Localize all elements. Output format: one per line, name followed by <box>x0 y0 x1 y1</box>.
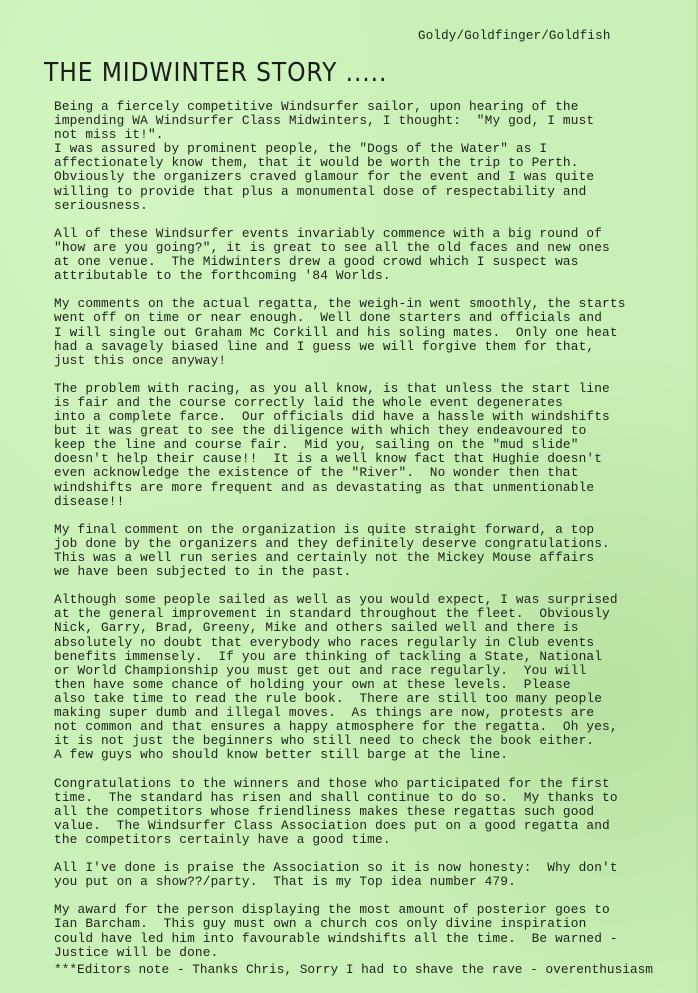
text-line: could have led him into favourable windshifts all the time. Be warned - <box>54 930 618 946</box>
text-line: absolutely no doubt that everybody who races regularly in Club events <box>54 634 595 650</box>
article-paragraph <box>54 382 674 509</box>
text-line: making super dumb and illegal moves. As things are now, protests are <box>54 705 595 721</box>
text-line: affectionately know them, that it would be worth the trip to Perth. <box>54 155 579 171</box>
text-line: doesn't help their cause!! It is a well know fact that Hughie doesn't <box>54 451 603 467</box>
text-line: into a complete farce. Our officials did have a hassle with windshifts <box>54 409 610 425</box>
text-line: My final comment on the organization is quite straight forward, a top <box>54 521 595 537</box>
text-line: This was a well run series and certainly not the Mickey Mouse affairs <box>54 550 595 565</box>
text-line: benefits immensely. If you are thinking of tackling a State, National <box>54 648 603 664</box>
article-paragraph <box>54 903 674 959</box>
text-line: All I've done is praise the Association so it is now honesty: Why don't <box>54 860 618 876</box>
article-paragraph <box>54 593 674 762</box>
article-paragraph <box>54 861 674 889</box>
text-line: value. The Windsurfer Class Association does put on a good regatta and <box>54 817 610 833</box>
text-line: windshifts are more frequent and as devastating as that unmentionable <box>54 479 595 495</box>
text-line: all the competitors whose friendliness makes these regattas such good <box>54 803 595 819</box>
article-paragraph <box>54 297 674 367</box>
text-line: Justice will be done. <box>54 944 219 960</box>
text-line: we have been subjected to in the past. <box>54 564 352 580</box>
text-line: willing to provide that plus a monumental dose of respectability and <box>54 183 587 199</box>
text-line: then have some chance of holding your own at these levels. Please <box>54 676 571 692</box>
text-line: Congratulations to the winners and those who participated for the first <box>54 775 610 791</box>
text-line: attributable to the forthcoming '84 Worlds. <box>54 268 391 284</box>
author-line: Goldy/Goldfinger/Goldfish <box>418 29 611 43</box>
text-line: even acknowledge the existence of the "River". No wonder then that <box>54 465 579 481</box>
editors-note: ***Editors note - Thanks Chris, Sorry I had to shave the rave - overenthusiasm <box>54 963 653 977</box>
text-line: Obviously the organizers craved glamour for the event and I was quite <box>54 169 595 185</box>
article-body <box>54 100 674 960</box>
text-line: at one venue. The Midwinters drew a good crowd which I suspect was <box>54 254 579 270</box>
text-line: I was assured by prominent people, the "Dogs of the Water" as I <box>54 141 548 157</box>
text-line: My comments on the actual regatta, the weigh-in went smoothly, the starts <box>54 296 626 312</box>
text-line: job done by the organizers and they definitely deserve congratulations. <box>54 535 610 551</box>
text-line: Although some people sailed as well as you would expect, I was surprised <box>54 592 618 608</box>
text-line: the competitors certainly have a good time. <box>54 831 391 847</box>
text-line: The problem with racing, as you all know, is that unless the start line <box>54 380 610 396</box>
text-line: is fair and the course correctly laid the whole event degenerates <box>54 394 563 410</box>
text-line: time. The standard has risen and shall continue to do so. My thanks to <box>54 789 618 805</box>
text-line: A few guys who should know better still barge at the line. <box>54 747 509 763</box>
text-line: just this once anyway! <box>54 352 227 368</box>
text-line: Being a fiercely competitive Windsurfer sailor, upon hearing of the <box>54 99 579 114</box>
text-line: All of these Windsurfer events invariably commence with a big round of <box>54 225 603 241</box>
text-line: seriousness. <box>54 197 148 213</box>
text-line: at the general improvement in standard throughout the fleet. Obviously <box>54 606 610 622</box>
text-line: keep the line and course fair. Mid you, sailing on the "mud slide" <box>54 437 579 453</box>
text-line: it is not just the beginners who still need to check the book either. <box>54 733 595 749</box>
article-paragraph <box>54 777 674 847</box>
text-line: not miss it!". <box>54 127 164 143</box>
text-line: had a savagely biased line and I guess we will forgive them for that, <box>54 338 595 354</box>
text-line: Ian Barcham. This guy must own a church cos only divine inspiration <box>54 916 587 932</box>
text-line: but it was great to see the diligence with which they endeavoured to <box>54 423 587 439</box>
text-line: went off on time or near enough. Well done starters and officials and <box>54 310 603 326</box>
article-paragraph <box>54 227 674 283</box>
text-line: also take time to read the rule book. There are still too many people <box>54 690 603 706</box>
text-line: or World Championship you must get out and race regularly. You will <box>54 662 587 678</box>
text-line: disease!! <box>54 493 125 509</box>
article-title: THE MIDWINTER STORY ..... <box>44 58 388 88</box>
article-paragraph <box>54 100 674 213</box>
text-line: Nick, Garry, Brad, Greeny, Mike and others sailed well and there is <box>54 620 579 636</box>
text-line: you put on a show??/party. That is my Top idea number 479. <box>54 874 516 890</box>
text-line: impending WA Windsurfer Class Midwinters, I thought: "My god, I must <box>54 113 595 129</box>
text-line: "how are you going?", it is great to see all the old faces and new ones <box>54 239 610 255</box>
text-line: not common and that ensures a happy atmosphere for the regatta. Oh yes, <box>54 719 618 735</box>
article-paragraph <box>54 523 674 579</box>
text-line: I will single out Graham Mc Corkill and his soling mates. Only one heat <box>54 324 618 340</box>
text-line: My award for the person displaying the most amount of posterior goes to <box>54 902 610 918</box>
